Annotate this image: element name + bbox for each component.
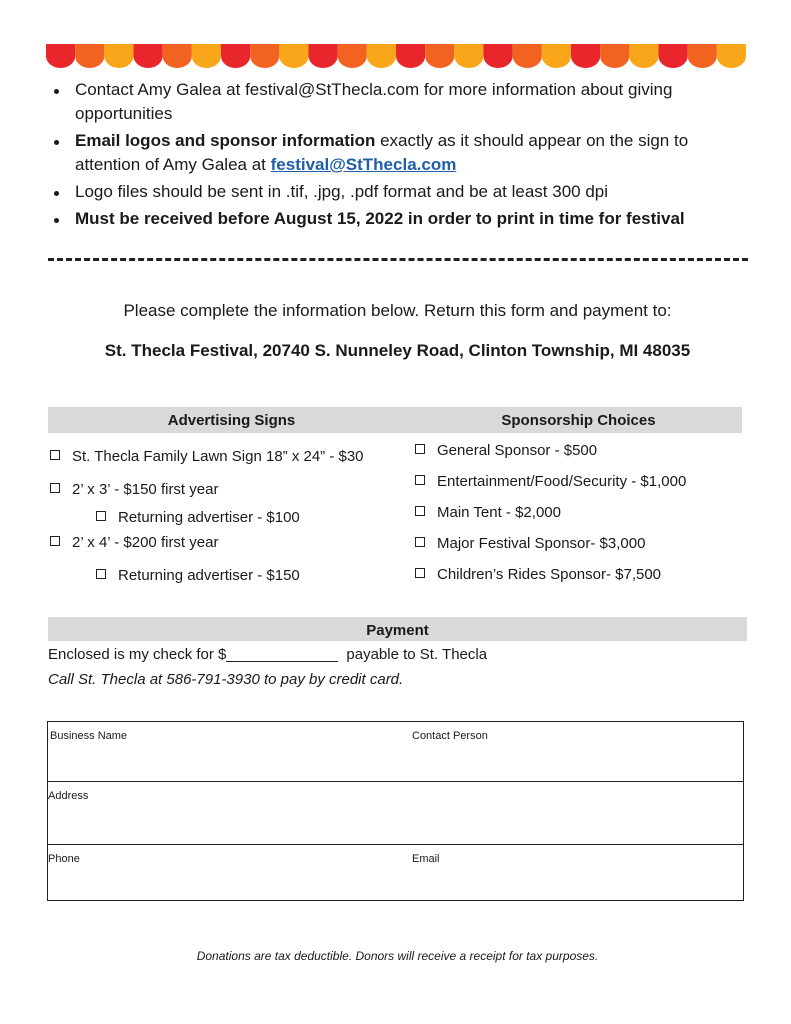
bullet-dot-icon bbox=[54, 218, 59, 223]
bullet-email-logos-bold: Email logos and sponsor information bbox=[75, 131, 376, 150]
option-entertainment-sponsor[interactable] bbox=[415, 473, 686, 490]
option-major-festival-sponsor-label: Major Festival Sponsor- $3,000 bbox=[437, 535, 646, 552]
check-suffix: payable to St. Thecla bbox=[346, 646, 488, 663]
option-main-tent[interactable] bbox=[415, 504, 561, 521]
scallop-segment bbox=[629, 44, 658, 68]
scallop-segment bbox=[454, 44, 483, 68]
bullet-email-logos-text: exactly as it should appear on the sign to attention of Amy Galea at bbox=[75, 131, 689, 174]
dashed-divider bbox=[48, 258, 748, 261]
email-field[interactable]: Email bbox=[412, 853, 440, 865]
address-field[interactable]: Address bbox=[48, 790, 89, 802]
checkbox-icon[interactable] bbox=[50, 536, 60, 546]
option-main-tent-label: Main Tent - $2,000 bbox=[437, 504, 561, 521]
bullet-dot-icon bbox=[54, 140, 59, 145]
form-row-business bbox=[48, 722, 743, 781]
payment-header: Payment bbox=[48, 617, 747, 641]
advertising-signs-header: Advertising Signs bbox=[48, 407, 415, 433]
bullet-email-logos bbox=[48, 129, 748, 177]
option-general-sponsor-label: General Sponsor - $500 bbox=[437, 442, 598, 459]
checkbox-icon[interactable] bbox=[415, 568, 425, 578]
option-lawn-sign[interactable] bbox=[50, 448, 364, 465]
contact-form-table bbox=[47, 721, 744, 901]
scallop-segment bbox=[104, 44, 133, 68]
return-address: St. Thecla Festival, 20740 S. Nunneley Road, Clinton Township, MI 48035 bbox=[104, 341, 691, 360]
option-2x3-sign-label: 2’ x 3’ - $150 first year bbox=[72, 481, 219, 498]
festival-email-link[interactable]: festival@StThecla.com bbox=[270, 155, 457, 174]
scallop-segment bbox=[542, 44, 571, 68]
option-lawn-sign-label: St. Thecla Family Lawn Sign 18” x 24” - $30 bbox=[72, 448, 364, 465]
business-name-field[interactable]: Business Name bbox=[50, 730, 128, 742]
checkbox-icon[interactable] bbox=[415, 506, 425, 516]
option-childrens-rides-sponsor-label: Children’s Rides Sponsor- $7,500 bbox=[437, 566, 662, 583]
bullet-deadline bbox=[48, 207, 748, 231]
option-2x4-returning-label: Returning advertiser - $150 bbox=[118, 567, 300, 584]
scallop-segment bbox=[396, 44, 425, 68]
bullet-contact-text: Contact Amy Galea at festival@StThecla.com for more information about giving opportunities bbox=[75, 80, 673, 123]
check-prefix: Enclosed is my check for $ bbox=[48, 646, 227, 663]
sponsorship-choices-header: Sponsorship Choices bbox=[415, 407, 742, 433]
scallop-segment bbox=[250, 44, 279, 68]
option-2x3-sign[interactable] bbox=[50, 481, 218, 498]
scallop-segment bbox=[75, 44, 104, 68]
option-major-festival-sponsor[interactable] bbox=[415, 535, 645, 552]
option-entertainment-sponsor-label: Entertainment/Food/Security - $1,000 bbox=[437, 473, 687, 490]
scallop-segment bbox=[688, 44, 717, 68]
bullet-dot-icon bbox=[54, 191, 59, 196]
credit-card-note: Call St. Thecla at 586-791-3930 to pay by credit card. bbox=[48, 671, 404, 688]
checkbox-icon[interactable] bbox=[96, 511, 106, 521]
option-general-sponsor[interactable] bbox=[415, 442, 597, 459]
checkbox-icon[interactable] bbox=[50, 450, 60, 460]
scallop-segment bbox=[571, 44, 600, 68]
scallop-border bbox=[46, 44, 746, 70]
scallop-segment bbox=[338, 44, 367, 68]
scallop-segment bbox=[46, 44, 75, 68]
scallop-segment bbox=[425, 44, 454, 68]
check-line bbox=[48, 646, 487, 663]
scallop-segment bbox=[279, 44, 308, 68]
checkbox-icon[interactable] bbox=[50, 483, 60, 493]
option-2x3-returning-label: Returning advertiser - $100 bbox=[118, 509, 300, 526]
contact-person-field[interactable]: Contact Person bbox=[412, 730, 488, 742]
bullet-logo-format-text: Logo files should be sent in .tif, .jpg, .pdf format and be at least 300 dpi bbox=[75, 182, 609, 201]
bullet-deadline-text: Must be received before August 15, 2022 in order to print in time for festival bbox=[75, 209, 685, 228]
scallop-segment bbox=[717, 44, 746, 68]
scallop-segment bbox=[600, 44, 629, 68]
scallop-segment bbox=[309, 44, 338, 68]
scallop-segment bbox=[367, 44, 396, 68]
checkbox-icon[interactable] bbox=[415, 444, 425, 454]
bullet-logo-format bbox=[48, 180, 748, 204]
return-instructions: Please complete the information below. Return this form and payment to: bbox=[123, 301, 672, 320]
option-2x3-returning[interactable] bbox=[96, 509, 300, 526]
scallop-segment bbox=[484, 44, 513, 68]
checkbox-icon[interactable] bbox=[415, 537, 425, 547]
option-2x4-sign[interactable] bbox=[50, 534, 218, 551]
bullet-contact bbox=[48, 78, 748, 126]
form-row-phone-email bbox=[48, 844, 743, 901]
tax-deductible-note: Donations are tax deductible. Donors will receive a receipt for tax purposes. bbox=[196, 949, 599, 963]
info-bullet-list bbox=[48, 78, 748, 234]
phone-field[interactable]: Phone bbox=[48, 853, 80, 865]
scallop-segment bbox=[134, 44, 163, 68]
bullet-dot-icon bbox=[54, 89, 59, 94]
form-row-address bbox=[48, 781, 743, 844]
option-childrens-rides-sponsor[interactable] bbox=[415, 566, 661, 583]
scallop-segment bbox=[513, 44, 542, 68]
scallop-segment bbox=[659, 44, 688, 68]
checkbox-icon[interactable] bbox=[415, 475, 425, 485]
scallop-segment bbox=[163, 44, 192, 68]
option-2x4-sign-label: 2’ x 4’ - $200 first year bbox=[72, 534, 219, 551]
option-2x4-returning[interactable] bbox=[96, 567, 300, 584]
checkbox-icon[interactable] bbox=[96, 569, 106, 579]
check-amount-field[interactable] bbox=[226, 646, 338, 662]
scallop-segment bbox=[221, 44, 250, 68]
scallop-segment bbox=[192, 44, 221, 68]
